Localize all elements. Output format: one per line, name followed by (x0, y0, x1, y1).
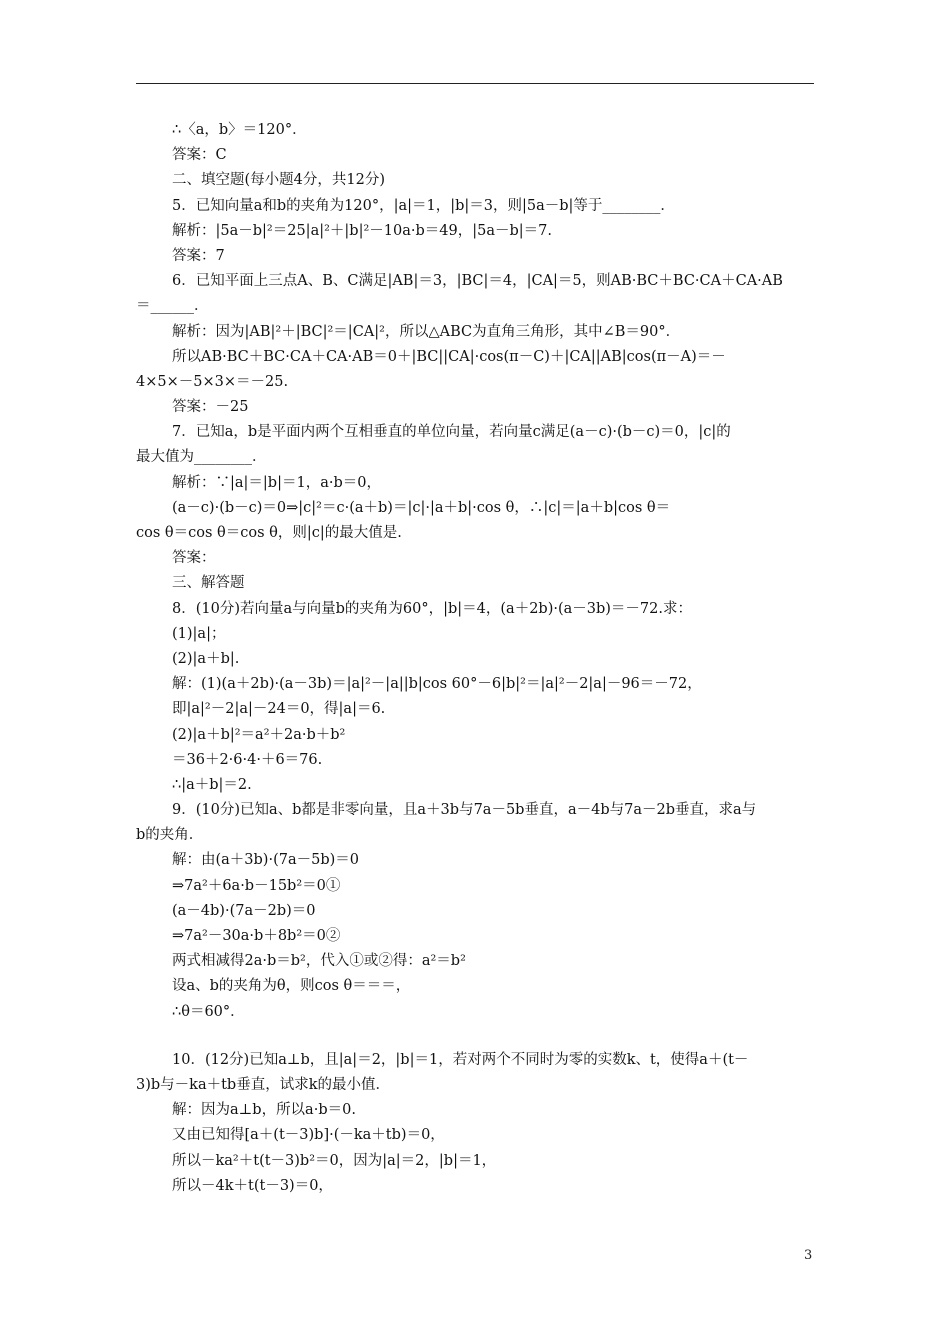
text-line: 解：由(a＋3b)·(7a－5b)＝0 (172, 852, 359, 869)
text-line: ∴〈a，b〉＝120°． (172, 122, 307, 138)
header-rule (136, 83, 814, 84)
text-line: 解析：∵|a|＝|b|＝1，a·b＝0， (172, 474, 381, 491)
text-line: 7．已知a，b是平面内两个互相垂直的单位向量，若向量c满足(a－c)·(b－c)＝0，|c|的 (172, 424, 731, 441)
text-line: b的夹角． (136, 827, 204, 844)
page-number: 3 (804, 1248, 813, 1263)
text-line: ＝______． (136, 298, 209, 315)
text-line: 答案： (172, 550, 216, 567)
text-line: 答案：－25 (172, 399, 249, 416)
page-body (136, 118, 816, 1199)
text-line: 6．已知平面上三点A、B、C满足|AB|＝3，|BC|＝4，|CA|＝5，则AB·BC＋BC·CA＋CA·AB (172, 273, 783, 290)
text-line: (2)|a＋b|²＝a²＋2a·b＋b² (172, 726, 346, 743)
text-line: (a－4b)·(7a－2b)＝0 (172, 902, 316, 919)
text-line: 解析：因为|AB|²＋|BC|²＝|CA|²，所以△ABC为直角三角形，其中∠B＝90°． (172, 323, 681, 340)
text-line: 二、填空题(每小题4分，共12分) (172, 172, 385, 189)
text-line: 5．已知向量a和b的夹角为120°，|a|＝1，|b|＝3，则|5a－b|等于________． (172, 197, 675, 214)
text-line: 最大值为________． (136, 449, 267, 466)
text-line: 3)b与－ka＋tb垂直，试求k的最小值． (136, 1076, 390, 1093)
text-line: 又由已知得[a＋(t－3)b]·(－ka＋tb)＝0， (172, 1127, 445, 1144)
text-block-problem-10 (136, 1048, 816, 1199)
text-block-main (136, 118, 816, 1025)
text-line: 所以AB·BC＋BC·CA＋CA·AB＝0＋|BC||CA|·cos(π－C)＋|CA||AB|cos(π－A)＝－ (172, 348, 726, 365)
text-line: ⇒7a²＋6a·b－15b²＝0① (172, 877, 341, 894)
text-line: cos θ＝cos θ＝cos θ，则|c|的最大值是. (136, 525, 402, 541)
text-line: 解析：|5a－b|²＝25|a|²＋|b|²－10a·b＝49，|5a－b|＝7. (172, 222, 552, 239)
text-line: 10．(12分)已知a⊥b，且|a|＝2，|b|＝1，若对两个不同时为零的实数k、t，使得a＋(t－ (172, 1051, 749, 1068)
text-line: 8．(10分)若向量a与向量b的夹角为60°，|b|＝4，(a＋2b)·(a－3b)＝－72.求： (172, 600, 692, 617)
text-line: 解：(1)(a＋2b)·(a－3b)＝|a|²－|a||b|cos 60°－6|b|²＝|a|²－2|a|－96＝－72， (172, 676, 702, 693)
text-line: 所以－ka²＋t(t－3)b²＝0，因为|a|＝2，|b|＝1， (172, 1152, 497, 1169)
text-line: 解：因为a⊥b，所以a·b＝0. (172, 1102, 356, 1119)
text-line: (2)|a＋b|. (172, 650, 240, 667)
text-line: (1)|a|； (172, 625, 226, 642)
text-line: ∴θ＝60°． (172, 1003, 245, 1020)
text-line: 答案：7 (172, 247, 225, 264)
text-line: ⇒7a²－30a·b＋8b²＝0② (172, 928, 341, 944)
text-line: 答案：C (172, 147, 227, 164)
text-line: (a－c)·(b－c)＝0⇒|c|²＝c·(a＋b)＝|c|·|a＋b|·cos θ，∴|c|＝|a＋b|cos θ＝ (172, 499, 671, 516)
text-line: 设a、b的夹角为θ，则cos θ＝＝＝， (172, 978, 411, 995)
paragraph-gap (136, 1025, 816, 1048)
text-line: ∴|a＋b|＝2. (172, 776, 252, 793)
text-line: 两式相减得2a·b＝b²，代入①或②得：a²＝b² (172, 953, 466, 970)
text-line: 即|a|²－2|a|－24＝0，得|a|＝6. (172, 701, 386, 718)
text-line: 三、解答题 (172, 575, 245, 592)
text-line: 4×5×－5×3×＝－25. (136, 373, 289, 390)
text-line: 9．(10分)已知a、b都是非零向量，且a＋3b与7a－5b垂直，a－4b与7a－2b垂直，求a与 (172, 802, 757, 819)
text-line: ＝36＋2·6·4·＋6＝76. (172, 751, 323, 768)
text-line: 所以－4k＋t(t－3)＝0， (172, 1177, 333, 1194)
